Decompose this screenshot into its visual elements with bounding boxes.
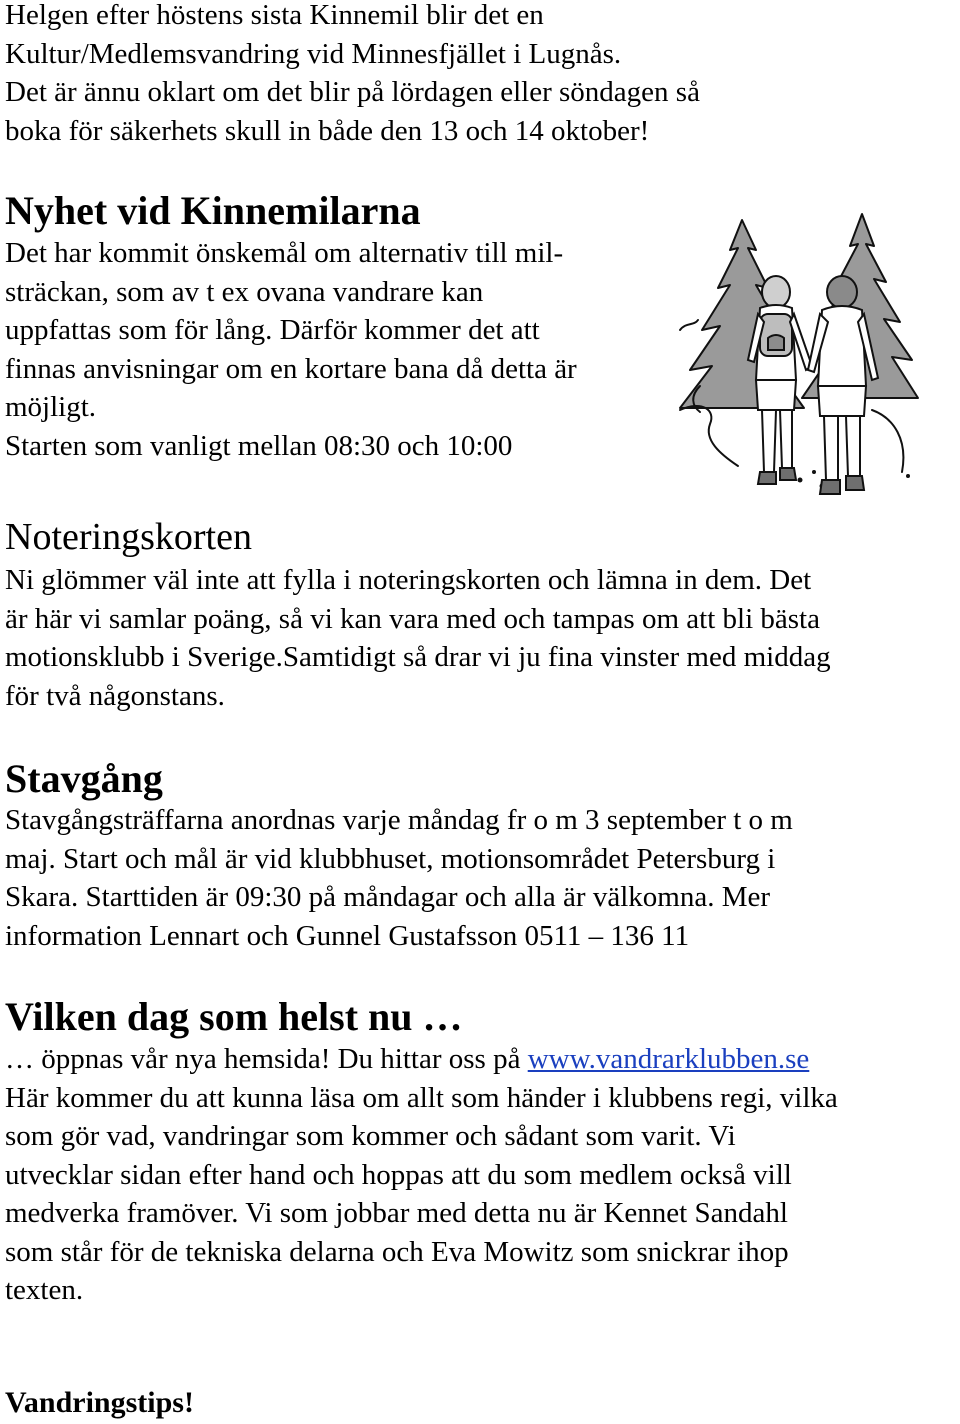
stavgang-line: Skara. Starttiden är 09:30 på måndagar och alla är välkomna. Mer — [5, 881, 771, 913]
hemsida-line: medverka framöver. Vi som jobbar med detta nu är Kennet Sandahl — [5, 1197, 788, 1229]
stavgang-line: Stavgångsträffarna anordnas varje måndag fr o m 3 september t o m — [5, 804, 793, 836]
hemsida-first-line — [5, 1040, 838, 1079]
nyhet-line: uppfattas som för lång. Därför kommer det att — [5, 314, 540, 346]
website-link[interactable]: www.vandrarklubben.se — [527, 1043, 810, 1075]
intro-paragraph — [5, 0, 700, 150]
heading-nyhet: Nyhet vid Kinnemilarna — [5, 188, 421, 233]
heading-hemsida: Vilken dag som helst nu … — [5, 994, 463, 1039]
noteringskorten-line: är här vi samlar poäng, så vi kan vara med och tampas om att bli bästa — [5, 602, 820, 635]
nyhet-paragraph — [5, 234, 577, 465]
noteringskorten-line: motionsklubb i Sverige.Samtidigt så drar vi ju fina vinster med middag — [5, 641, 831, 673]
hemsida-line: som gör vad, vandringar som kommer och sådant som varit. Vi — [5, 1120, 736, 1152]
noteringskorten-line: för två någonstans. — [5, 679, 225, 712]
hemsida-paragraph — [5, 1040, 838, 1310]
hemsida-first-line-text: … öppnas vår nya hemsida! Du hittar oss på — [5, 1043, 528, 1075]
intro-line: Kultur/Medlemsvandring vid Minnesfjället i Lugnås. — [5, 37, 622, 70]
intro-line: Det är ännu oklart om det blir på lördagen eller söndagen så — [5, 76, 700, 108]
intro-line: boka för säkerhets skull in både den 13 och 14 oktober! — [5, 114, 650, 147]
hemsida-line: som står för de tekniska delarna och Eva Mowitz som snickrar ihop — [5, 1235, 789, 1268]
hikers-illustration-icon — [672, 210, 922, 506]
nyhet-line: Det har kommit önskemål om alternativ till mil- — [5, 237, 564, 269]
noteringskorten-line: Ni glömmer väl inte att fylla i noteringskorten och lämna in dem. Det — [5, 564, 812, 596]
intro-line: Helgen efter höstens sista Kinnemil blir det en — [5, 0, 544, 31]
nyhet-line: möjligt. — [5, 391, 97, 423]
heading-stavgang: Stavgång — [5, 756, 163, 801]
stavgang-paragraph — [5, 801, 793, 955]
heading-noteringskorten: Noteringskorten — [5, 516, 252, 558]
nyhet-line: Starten som vanligt mellan 08:30 och 10:00 — [5, 429, 513, 462]
nyhet-line: finnas anvisningar om en kortare bana då detta är — [5, 352, 577, 385]
stavgang-line: information Lennart och Gunnel Gustafsson 0511 – 136 11 — [5, 919, 690, 952]
heading-vandringstips: Vandringstips! — [5, 1386, 194, 1419]
stavgang-line: maj. Start och mål är vid klubbhuset, motionsområdet Petersburg i — [5, 842, 776, 875]
noteringskorten-paragraph — [5, 561, 831, 715]
hemsida-line: utvecklar sidan efter hand och hoppas att du som medlem också vill — [5, 1158, 792, 1191]
hemsida-line: Här kommer du att kunna läsa om allt som händer i klubbens regi, vilka — [5, 1081, 838, 1114]
hemsida-line: texten. — [5, 1274, 84, 1306]
nyhet-line: sträckan, som av t ex ovana vandrare kan — [5, 275, 484, 308]
